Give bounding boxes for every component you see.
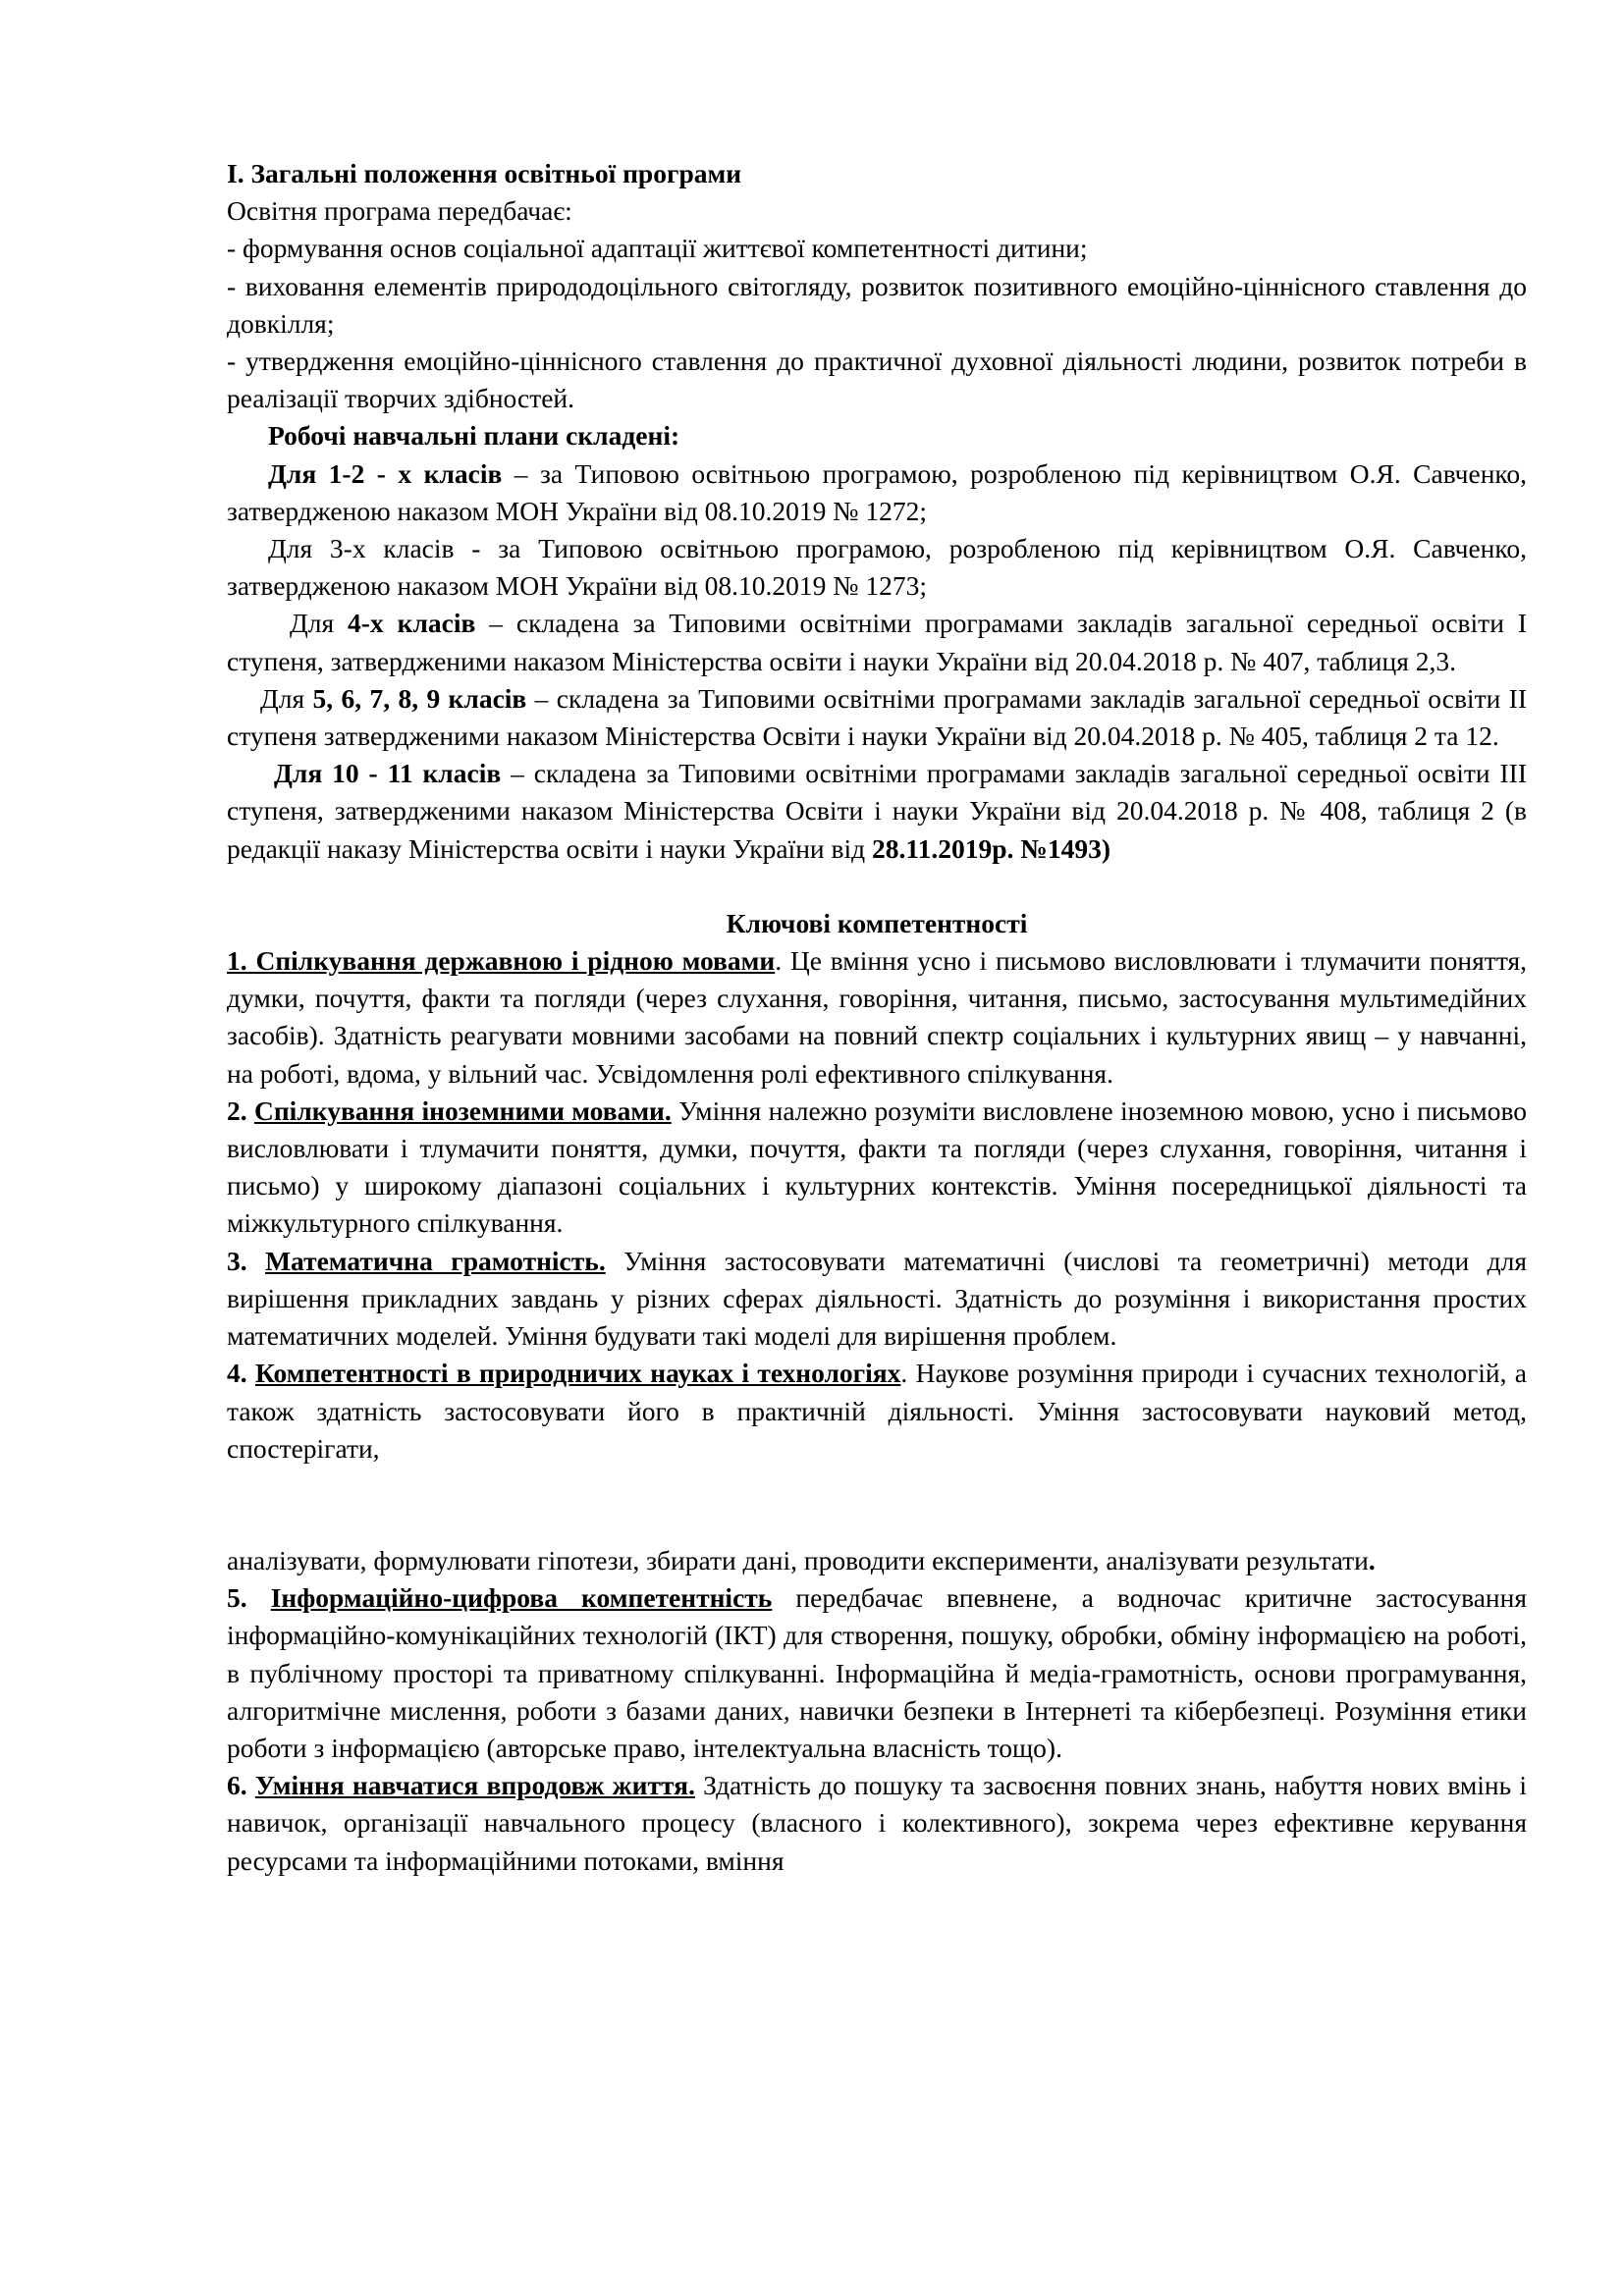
- competence-4-continued: аналізувати, формулювати гіпотези, збирати дані, проводити експерименти, аналізувати результати.: [227, 1544, 1376, 1575]
- competence-3: 3. Математична грамотність. Уміння застосовувати математичні (числові та геометричні) методи для вирішення прикладних завдань у різних сферах діяльності. Здатність до розуміння і використання простих математичних моделей. Уміння будувати такі моделі для вирішення проблем.: [227, 1245, 1527, 1352]
- intro-line: Освітня програма передбачає:: [227, 195, 572, 227]
- plans-heading: Робочі навчальні плани складені:: [268, 420, 680, 452]
- competence-1: 1. Спілкування державною і рідною мовами. Це вміння усно і письмово висловлювати і тлумачити поняття, думки, почуття, факти та погляди (через слухання, говоріння, читання, письмо, застосування мультимедійних засобів). Здатність реагувати мовними засобами на повний спектр соціальних і культурних явищ – у навчанні, на роботі, вдома, у вільний час. Усвідомлення ролі ефективного спілкування.: [227, 945, 1527, 1089]
- spacer: [227, 1468, 1527, 1542]
- list-item: - утвердження емоційно-ціннісного ставлення до практичної духовної діяльності людини, розвиток потреби в реалізації творчих здібностей.: [227, 346, 1527, 414]
- competence-5: 5. Інформаційно-цифрова компетентність передбачає впевнене, а водночас критичне застосування інформаційно-комунікаційних технологій (ІКТ) для створення, пошуку, обробки, обміну інформацією на роботі, в публічному просторі та приватному спілкуванні. Інформаційна й медіа-грамотність, основи програмування, алгоритмічне мислення, роботи з базами даних, навички безпеки в Інтернеті та кібербезпеці. Розуміння етики роботи з інформацією (авторське право, інтелектуальна власність тощо).: [227, 1582, 1527, 1763]
- competences-heading: Ключові компетентності: [726, 907, 1028, 938]
- plan-paragraph-5-9: Для 5, 6, 7, 8, 9 класів – складена за Типовими освітніми програмами закладів загальної середньої освіти ІІ ступеня затвердженими наказом Міністерства Освіти і науки України від 20.04.2018 р. № 405, таблиця 2 та 12.: [227, 682, 1527, 752]
- plan-paragraph-4: Для 4-х класів – складена за Типовими освітніми програмами закладів загальної середньої освіти І ступеня, затвердженими наказом Міністерства освіти і науки України від 20.04.2018 р. № 407, таблиця 2,3.: [227, 608, 1527, 676]
- competence-2: 2. Спілкування іноземними мовами. Уміння належно розуміти висловлене іноземною мовою, усно і письмово висловлювати і тлумачити поняття, думки, почуття, факти та погляди (через слухання, говоріння, читання і письмо) у широкому діапазоні соціальних і культурних контекстів. Уміння посередницької діяльності та міжкультурного спілкування.: [227, 1095, 1528, 1239]
- section-heading: І. Загальні положення освітньої програми: [227, 158, 742, 188]
- plan-paragraph-3: Для 3-х класів - за Типовою освітньою програмою, розробленою під керівництвом О.Я. Савченко, затвердженою наказом МОН України від 08.10.2019 № 1273;: [227, 533, 1527, 602]
- competence-4: 4. Компетентності в природничих науках і технологіях. Наукове розуміння природи і сучасних технологій, а також здатність застосовувати його в практичній діяльності. Уміння застосовувати науковий метод, спостерігати,: [227, 1358, 1528, 1464]
- plan-paragraph-1-2: Для 1-2 - х класів – за Типовою освітньою програмою, розробленою під керівництвом О.Я. Савченко, затвердженою наказом МОН України від 08.10.2019 № 1272;: [227, 457, 1528, 526]
- list-item: - формування основ соціальної адаптації життєвої компетентності дитини;: [227, 233, 1088, 264]
- spacer: [227, 868, 1527, 905]
- document-page: [227, 155, 1527, 1880]
- plan-paragraph-10-11: Для 10 - 11 класів – складена за Типовими освітніми програмами закладів загальної середньої освіти ІІІ ступеня, затвердженими наказом Міністерства Освіти і науки України від 20.04.2018 р. № 408, таблиця 2 (в редакції наказу Міністерства освіти і науки України від 28.11.2019р. №1493): [227, 758, 1527, 864]
- competence-6: 6. Уміння навчатися впродовж життя. Здатність до пошуку та засвоєння повних знань, набуття нових вмінь і навичок, організації навчального процесу (власного і колективного), зокрема через ефективне керування ресурсами та інформаційними потоками, вміння: [227, 1770, 1527, 1876]
- list-item: - виховання елементів природодоцільного світогляду, розвиток позитивного емоційно-ціннісного ставлення до довкілля;: [227, 270, 1527, 339]
